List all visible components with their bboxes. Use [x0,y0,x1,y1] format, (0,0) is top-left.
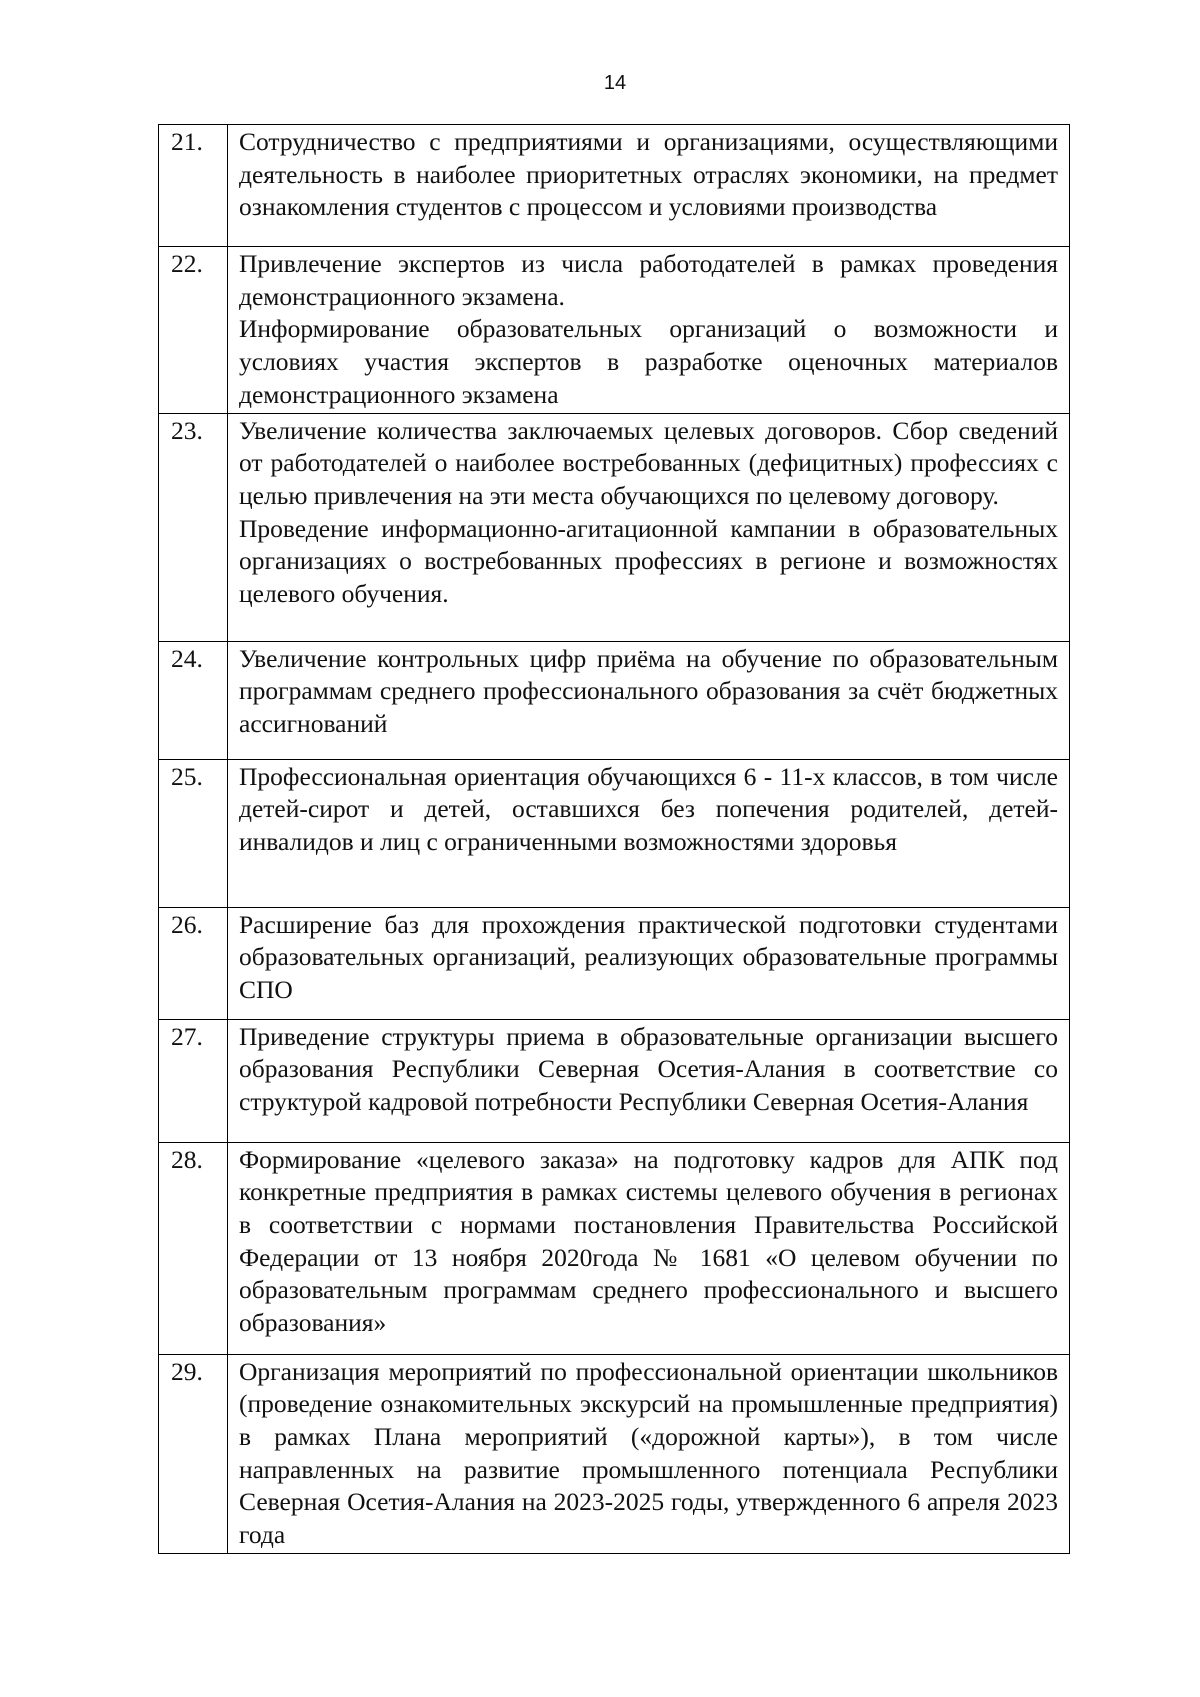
row-paragraph: Сотрудничество с предприятиями и организациями, осуществляющими деятельность в наиболее приоритетных отраслях экономики, на предмет ознакомления студентов с процессом и условиями производства [239,127,1058,222]
row-number: 24. [159,641,228,759]
row-number: 22. [159,247,228,414]
row-paragraph: Профессиональная ориентация обучающихся 6 - 11-х классов, в том числе детей-сирот и детей, оставшихся без попечения родителей, детей-инвалидов и лиц с ограниченными возможностями здоровья [239,761,1058,856]
row-number: 23. [159,413,228,641]
table-row [159,1142,1070,1354]
row-text-cell [228,641,1070,759]
row-number: 25. [159,759,228,907]
page-number: 14 [603,72,627,94]
row-text-cell [228,1354,1070,1553]
row-paragraph: Привлечение экспертов из числа работодателей в рамках проведения демонстрационного экзамена. [239,249,1058,311]
row-text-cell [228,125,1070,247]
measures-table [158,124,1070,1554]
table-row [159,759,1070,907]
row-text-cell [228,247,1070,414]
row-paragraph: Расширение баз для прохождения практической подготовки студентами образовательных организаций, реализующих образовательные программы СПО [239,909,1058,1004]
row-number: 26. [159,907,228,1019]
table-row [159,413,1070,641]
row-paragraph: Увеличение контрольных цифр приёма на обучение по образовательным программам среднего профессионального образования за счёт бюджетных ассигнований [239,643,1058,738]
row-paragraph: Информирование образовательных организаций о возможности и условиях участия экспертов в разработке оценочных материалов демонстрационного экзамена [239,314,1058,409]
table-row [159,247,1070,414]
row-text-cell [228,1019,1070,1142]
row-text-cell [228,759,1070,907]
table-row [159,1019,1070,1142]
row-number: 29. [159,1354,228,1553]
row-number: 21. [159,125,228,247]
table-row [159,125,1070,247]
table-row [159,907,1070,1019]
row-text-cell [228,1142,1070,1354]
row-paragraph: Проведение информационно-агитационной кампании в образовательных организациях о востребованных профессиях в регионе и возможностях целевого обучения. [239,513,1058,609]
row-number: 27. [159,1019,228,1142]
row-paragraph: Формирование «целевого заказа» на подготовку кадров для АПК под конкретные предприятия в рамках системы целевого обучения в регионах в соответствии с нормами постановления Правительства Российской Федерации от 13 ноября 2020года № 1681 «О целевом обучении по образовательным программам среднего профессионального и высшего образования» [239,1144,1058,1338]
row-paragraph: Организация мероприятий по профессиональной ориентации школьников (проведение ознакомительных экскурсий на промышленные предприятия) в рамках Плана мероприятий («дорожной карты»), в том числе направленных на развитие промышленного потенциала Республики Северная Осетия-Алания на 2023-2025 годы, утвержденного 6 апреля 2023 года [239,1356,1058,1550]
row-number: 28. [159,1142,228,1354]
row-text-cell [228,907,1070,1019]
table-row [159,641,1070,759]
row-paragraph: Приведение структуры приема в образовательные организации высшего образования Республики Северная Осетия-Алания в соответствие со структурой кадровой потребности Республики Северная Осетия-Алания [239,1021,1058,1116]
table-row [159,1354,1070,1553]
row-paragraph: Увеличение количества заключаемых целевых договоров. Сбор сведений от работодателей о наиболее востребованных (дефицитных) профессиях с целью привлечения на эти места обучающихся по целевому договору. [239,415,1058,510]
row-text-cell [228,413,1070,641]
